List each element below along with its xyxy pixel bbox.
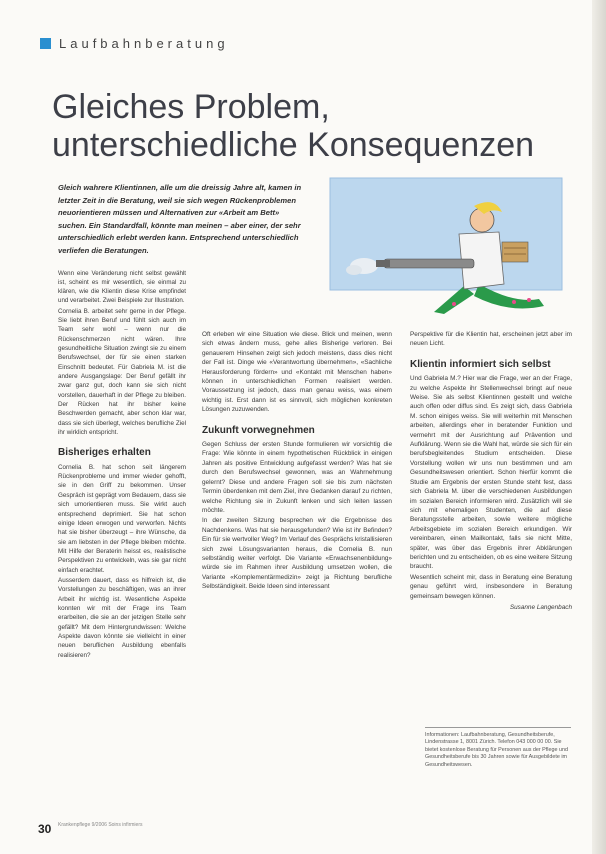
col1-paragraph: Ausserdem dauert, dass es hilfreich ist, die Vorstellungen zu beschäftigen, was an ihrer Arbeit ihr wichtig ist. Wesentliche Aspekte konnten wir mit der Frage ins Team erarbeiten, die sie an der jetzigen Stelle sehr gefällt? Mit dem Hintergrundwissen: Welche Aspekte davon könnte sie vielleicht in einer neuen beruflichen Ausbildung ebenfalls realisieren? — [58, 576, 186, 659]
col1-paragraph: Cornelia B. hat schon seit längerem Rückenprobleme und immer wieder gehofft, sie in den Griff zu bekommen. Unser Gespräch ist geprägt vom Bedauern, dass sie sich umorientieren muss. Sie wirkt auch entsprechend deprimiert. Sie hat schon einige Ideen erwogen und verworfen. Nichts hat sie bisher überzeugt – ihre Wünsche, da sie am liebsten in der Pflege bleiben möchte. Mit Hilfe der Beraterin heisst es, realistische Perspektiven zu entwickeln, was sie gar nicht einfach erachtet. — [58, 463, 186, 574]
kicker-label: Laufbahnberatung — [59, 36, 229, 51]
blue-square-icon — [40, 38, 51, 49]
column-1 — [58, 270, 186, 660]
title-line-2: unterschiedliche Konsequenzen — [52, 126, 535, 164]
publication-footer: Krankenpflege 9/2006 Soins infirmiers — [58, 822, 143, 828]
col2-paragraph: Gegen Schluss der ersten Stunde formulieren wir vorsichtig die Frage: Wie könnte in einem hypothetischen Rückblick in einigen Jahren als positive Entwicklung aufgefasst werden? Was hat sie durch den Berufswechsel gewonnen, was an Wahrnehmung gelernt? Diese und andere Fragen soll sie bis zum nächsten Termin überdenken mit dem Ziel, ihre Gedanken darauf zu richten, welche Richtung sie in Zukunft lenken und sich leiten lassen möchte. — [202, 441, 392, 514]
col1-subheading: Bisheriges erhalten — [58, 447, 151, 459]
col1-paragraph: Wenn eine Veränderung nicht selbst gewählt ist, scheint es mir wesentlich, sie einmal zu klären, wie die Klientin diese Krise empfindet und verarbeitet. Zwei Beispiele zur Illustration. — [58, 270, 186, 304]
page-edge-shadow — [592, 0, 606, 854]
col2-paragraph: Oft erleben wir eine Situation wie diese. Blick und meinen, wenn sich etwas ändern muss, gehe alles Bisherige verloren. Bei genauerem Hinsehen zeigt sich jedoch meistens, dass dies nicht der Fall ist. Dinge wie «Verantwortung übernehmen», «Sachliche Herausforderung fördern» und «Kontakt mit Menschen haben» können in unterschiedlichen Formen realisiert werden. Voraussetzung ist jedoch, dass man genau weiss, was einem wichtig ist. Erst dann ist es sinnvoll, sich möglichen konkreten Lösungen zuzuwenden. — [202, 331, 392, 414]
info-box: Informationen: Laufbahnberatung, Gesundheitsberufe, Lindenstrasse 1, 8001 Zürich. Telefon 043 000 00 00. Sie bietet kostenlose Beratung für Personen aus der Pflege und Gesundheitsberufe bis 30 Jahren sowie für Ausgebildete im Gesundheitswesen. — [425, 727, 571, 769]
article-title — [52, 88, 572, 164]
article-lead: Gleich wahrere Klientinnen, alle um die dreissig Jahre alt, kamen in letzter Zeit in die Beratung, weil sie sich wegen Rückenproblemen neuorientieren müssen und Alternativen zur «Arbeit am Bett» suchen. Ein Standardfall, könnte man meinen – aber einer, der sehr unterschiedlich erlebt werden kann. Entsprechend unterschiedlich verliefen die Beratungen. — [58, 183, 302, 255]
title-line-1: Gleiches Problem, — [52, 88, 330, 126]
page-number: 30 — [38, 822, 52, 836]
article-author: Susanne Langenbach — [509, 603, 572, 611]
col2-subheading: Zukunft vorwegnehmen — [202, 424, 315, 436]
column-3 — [410, 330, 572, 612]
col3-paragraph: Wesentlich scheint mir, dass in Beratung eine Beratung genau geführt wird, insbesondere in Beratung gemeinsam bewegen können. — [410, 573, 572, 600]
col3-subheading: Klientin informiert sich selbst — [410, 358, 551, 370]
col1-paragraph: Cornelia B. arbeitet sehr gerne in der Pflege. Sie liebt ihren Beruf und fühlt sich auch im Team sehr wohl – wenn nur die Rückenschmerzen nicht wären. Ihre gesundheitliche Situation zwingt sie zu einem Berufswechsel, der für sie einen starken Einschnitt bedeutet. Für Gabriela M. ist die andere Ausgangslage: Der Beruf gefällt ihr zwar ganz gut, doch kann sie sich nicht vorstellen, dauerhaft in der Pflege zu bleiben. Der Rücken hat ihr bisher keine Beschwerden gemacht, aber schon klar war, dass sie sich überlegt, welches berufliche Ziel ihr wirklich entspricht. — [58, 307, 186, 437]
col3-paragraph: Und Gabriela M.? Hier war die Frage, wer an der Frage, zu welche Aspekte ihr Stellenwechsel bringt auf neue Weise. Sie als selbst Klientinnen gestellt und welche auch offen oder diffus sind. Es zeigt sich, dass Gabriela M. schon einiges weiss. Sie will weiterhin mit Menschen arbeiten, allerdings eher in beratender Funktion und vermehrt mit der Ausrichtung auf Prävention und Aufklärung. Wenn sie die Wahl hat, würde sie sich für ein berufsbegleitendes Studium entscheiden. Diese Vorstellung wollen wir uns nun bestimmen und am Gesundheitswesen orientiert. Schon hierfür kommt die Studie am Ergebnis der ersten Stunde steht fest, dass sich Gabriela M. über die verschiedenen Ausbildungen im sozialen Bereich informieren wird. Zusätzlich will sie sich mit ehemaligen Studenten, die auf diese Beratungsstelle arbeiten, sowie weitere mögliche Arbeitsgebiete im sozialen Bereich erkundigen. Wir vereinbaren, einen Mailkontakt, falls sie nicht Mitte, später, was über das Ergebnis ihrer Abklärungen berichten und zu entscheiden, ob es eine weitere Sitzung braucht. — [410, 375, 573, 571]
col2-paragraph: In der zweiten Sitzung besprechen wir die Ergebnisse des Nachdenkens. Was hat sie herausgefunden? Wie ist ihr Befinden? Ein für sie wertvoller Weg? Im Verlauf des Gesprächs kristallisieren sich zwei Lösungsvarianten heraus, die Cornelia B. nun selbständig weiter verfolgt. Die Variante «Erwachsenenbildung» würde sie im Rahmen ihrer Ausbildung umsetzen wollen, die Variante «Komplementärmedizin» zeigt ja Richtung berufliche Selbständigkeit. Beide Ideen sind interessant — [202, 517, 392, 591]
column-2 — [202, 330, 392, 592]
running-nurse-illustration — [324, 174, 564, 324]
col3-paragraph: Perspektive für die Klientin hat, erscheinen jetzt aber im neuen Licht. — [410, 331, 572, 348]
section-kicker — [40, 36, 229, 51]
